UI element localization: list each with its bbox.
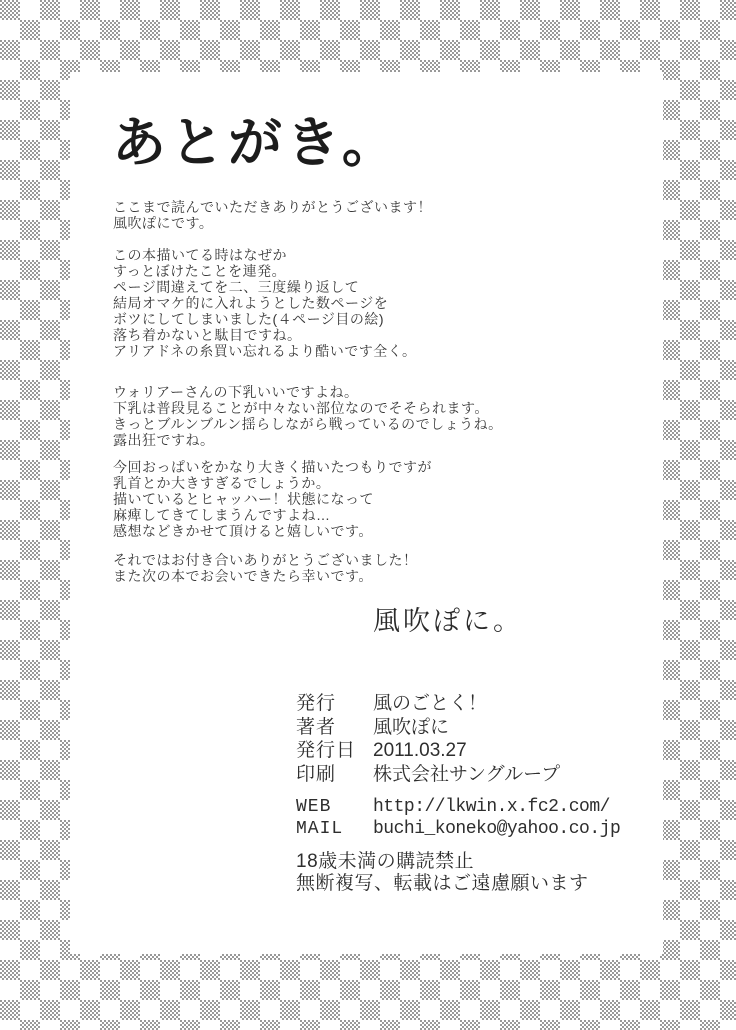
colophon-label: 著者	[296, 716, 337, 738]
text-line: 感想などきかせて頂けると嬉しいです。	[113, 523, 373, 539]
text-line: ここまで読んでいただきありがとうございます！	[113, 199, 432, 215]
contact-row-mail	[296, 818, 620, 840]
colophon-label: 発行日	[296, 740, 357, 761]
colophon-label: 発行	[296, 693, 337, 714]
paragraph-greeting	[113, 199, 432, 231]
afterword-page	[70, 72, 663, 954]
text-line: この本描いてる時はなぜか	[113, 247, 287, 263]
colophon	[296, 692, 560, 786]
colophon-value: 株式会社サングループ	[373, 763, 561, 785]
text-line: ページ間違えてを二、三度繰り返して	[113, 279, 360, 295]
contact-info	[296, 796, 620, 840]
text-line: ウォリアーさんの下乳いいですよね。	[113, 384, 359, 400]
paragraph-farewell	[113, 552, 418, 584]
text-line: きっとブルンブルン揺らしながら戦っているのでしょうね。	[113, 416, 503, 432]
text-line: 乳首とか大きすぎるでしょうか。	[113, 475, 331, 491]
web-label: WEB	[296, 797, 332, 817]
text-line: 落ち着かないと駄目ですね。	[113, 327, 302, 343]
colophon-label: 印刷	[296, 763, 337, 785]
paragraph-anecdote	[113, 247, 417, 359]
colophon-row-author	[296, 716, 560, 740]
colophon-row-date	[296, 739, 560, 763]
text-line: すっとぼけたことを連発。	[113, 263, 287, 279]
text-line: アリアドネの糸買い忘れるより酷いです全く。	[113, 343, 417, 359]
mail-label: MAIL	[296, 819, 344, 839]
text-line: また次の本でお会いできたら幸いです。	[113, 568, 373, 584]
colophon-row-printer	[296, 763, 560, 787]
text-line: ボツにしてしまいました(４ページ目の絵)	[113, 311, 385, 327]
text-line: 風吹ぽにです。	[113, 215, 214, 231]
text-line: それではお付き合いありがとうございました！	[113, 552, 418, 568]
page-title: あとがき。	[112, 113, 400, 173]
contact-row-web	[296, 796, 620, 818]
author-signature: 風吹ぽに。	[373, 606, 523, 636]
text-line: 麻痺してきてしまうんですよね…	[113, 507, 331, 523]
colophon-value: 2011.03.27	[373, 740, 467, 761]
mail-address: buchi_koneko@yahoo.co.jp	[373, 819, 621, 839]
text-line: 描いているとヒャッハー！状態になって	[113, 491, 374, 507]
colophon-value: 風吹ぽに	[373, 716, 450, 738]
text-line: 露出狂ですね。	[113, 432, 215, 448]
paragraph-character	[113, 384, 503, 448]
web-url: http://lkwin.x.fc2.com/	[373, 797, 610, 817]
legal-notices	[296, 851, 589, 895]
text-line: 結局オマケ的に入れようとした数ページを	[113, 295, 389, 311]
text-line: 今回おっぱいをかなり大きく描いたつもりですが	[113, 459, 432, 475]
copyright-notice: 無断複写、転載はご遠慮願います	[296, 873, 589, 894]
paragraph-drawing-notes	[113, 459, 432, 539]
age-restriction-notice: 18歳未満の購読禁止	[296, 851, 475, 872]
colophon-row-publisher	[296, 692, 560, 716]
text-line: 下乳は普段見ることが中々ない部位なのでそそられます。	[113, 400, 489, 416]
colophon-value: 風のごとく！	[373, 693, 488, 714]
